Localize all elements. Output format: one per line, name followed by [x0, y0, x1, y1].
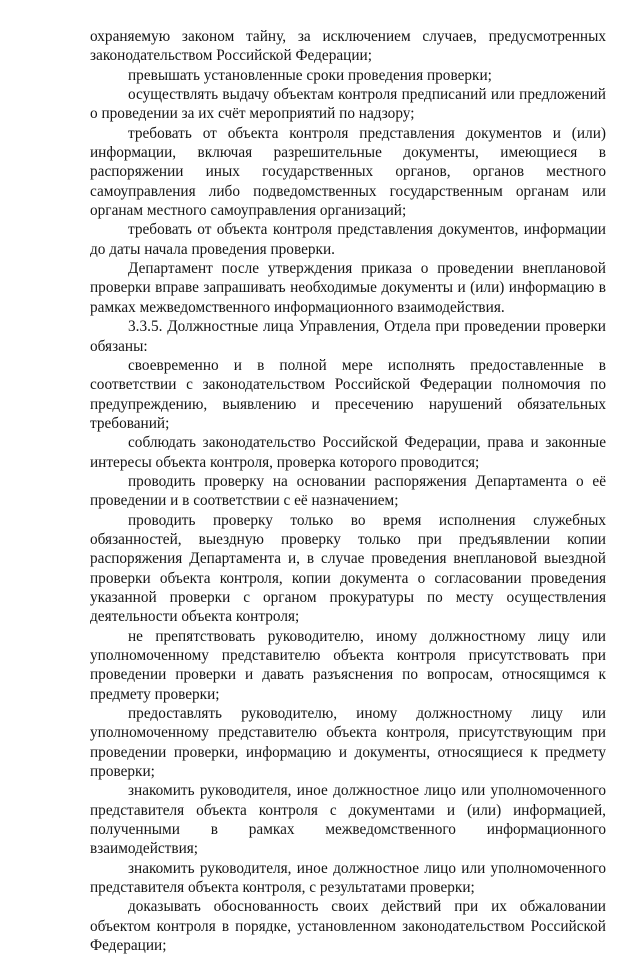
paragraph: знакомить руководителя, иное должностное лицо или уполномоченного представителя объекта контроля, с результатами проверки;: [90, 859, 606, 897]
section-heading-paragraph: 3.3.5. Должностные лица Управления, Отдела при проведении проверки обязаны:: [90, 318, 606, 355]
paragraph: требовать от объекта контроля представления документов и (или) информации, включая разрешительные документы, имеющиеся в распоряжении иных государственных органов, органов местного самоуправления либо подведомственных государственным органам или органам местного самоуправления организаций;: [90, 124, 606, 220]
paragraph: доказывать обоснованность своих действий при их обжаловании объектом контроля в порядке, установленном законодательством Российской Федерации;: [90, 898, 606, 955]
paragraph: проводить проверку на основании распоряжения Департамента о её проведении и в соответствии с её назначением;: [90, 472, 606, 510]
paragraph: проводить проверку только во время исполнения служебных обязанностей, выездную проверку только при предъявлении копии распоряжения Департамента и, в случае проведения внеплановой выездной проверки объекта контроля, копии документа о согласовании проведения указанной проверки с органом прокуратуры по месту осуществления деятельности объекта контроля;: [90, 511, 606, 626]
paragraph: знакомить руководителя, иное должностное лицо или уполномоченного представителя объекта контроля с документами и (или) информацией, полученными в рамках межведомственного информационного взаимодействия;: [90, 782, 606, 858]
paragraph: превышать установленные сроки проведения проверки;: [128, 66, 492, 84]
paragraph-continuation: охраняемую законом тайну, за исключением случаев, предусмотренных законодательством Российской Федерации;: [90, 28, 606, 65]
paragraph: соблюдать законодательство Российской Федерации, права и законные интересы объекта контроля, проверка которого проводится;: [90, 434, 606, 471]
document-body: [90, 27, 606, 956]
paragraph: осуществлять выдачу объектам контроля предписаний или предложений о проведении за их счёт мероприятий по надзору;: [90, 86, 606, 123]
paragraph: требовать от объекта контроля представления документов, информации до даты начала проведения проверки.: [90, 221, 606, 258]
paragraph: предоставлять руководителю, иному должностному лицу или уполномоченному представителю объекта контроля, присутствующим при проведении проверки, информацию и документы, относящиеся к предмету проверки;: [90, 705, 606, 781]
paragraph: Департамент после утверждения приказа о проведении внеплановой проверки вправе запрашивать необходимые документы и (или) информацию в рамках межведомственного информационного взаимодействия.: [90, 260, 606, 316]
paragraph: не препятствовать руководителю, иному должностному лицу или уполномоченному представителю объекта контроля присутствовать при проведении проверки и давать разъяснения по вопросам, относящимся к предмету проверки;: [90, 627, 606, 703]
paragraph: своевременно и в полной мере исполнять предоставленные в соответствии с законодательством Российской Федерации полномочия по предупреждению, выявлению и пресечению нарушений обязательных требований;: [90, 356, 606, 432]
